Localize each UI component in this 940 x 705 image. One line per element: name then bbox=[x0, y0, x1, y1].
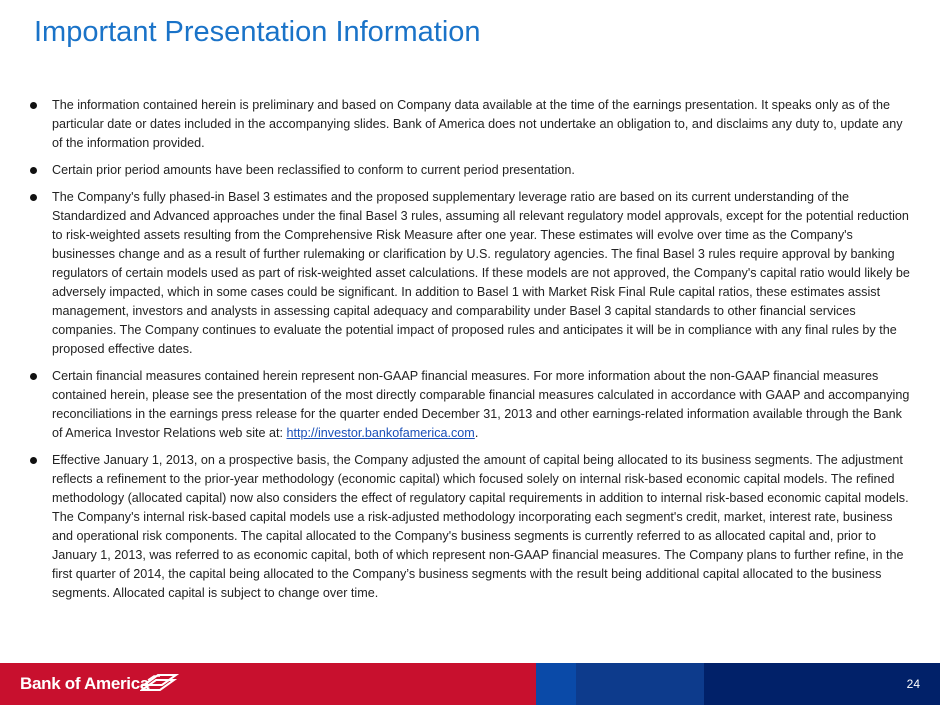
bullet-text: The information contained herein is preliminary and based on Company data available at the time of the earnings presentation. It speaks only as of the particular date or dates included in the accompanying slides. Bank of America does not undertake an obligation to, and disclaims any duty to, update any of the information provided. bbox=[52, 98, 903, 150]
bullet-icon bbox=[30, 194, 37, 201]
bullet-item bbox=[30, 451, 915, 603]
bullet-item bbox=[30, 367, 915, 443]
bank-of-america-logo: Bank of America bbox=[20, 674, 150, 693]
bullet-text: Certain prior period amounts have been reclassified to conform to current period presentation. bbox=[52, 163, 575, 177]
bullet-list bbox=[30, 96, 915, 611]
footer-stripe bbox=[536, 663, 576, 705]
bullet-icon bbox=[30, 457, 37, 464]
bullet-icon bbox=[30, 167, 37, 174]
bullet-text: Effective January 1, 2013, on a prospective basis, the Company adjusted the amount of capital being allocated to its business segments. The adjustment reflects a refinement to the prior-year methodology (economic capital) which focused solely on internal risk-based economic capital models. The refined methodology (allocated capital) now also considers the effect of regulatory capital requirements in addition to internal risk-based economic capital models. The Company's internal risk-based capital models use a risk-adjusted methodology incorporating each segment's credit, market, interest rate, business and operational risk components. The capital allocated to the Company's business segments is currently referred to as allocated capital and, prior to January 1, 2013, was referred to as economic capital, both of which represent non-GAAP financial measures. The Company plans to further refine, in the first quarter of 2014, the capital being allocated to the Company’s business segments with the result being additional capital allocated to the business segments. Allocated capital is subject to change over time. bbox=[52, 453, 909, 600]
footer-stripe bbox=[576, 663, 704, 705]
bullet-item bbox=[30, 188, 915, 359]
footer-bar bbox=[0, 663, 940, 705]
footer-stripe bbox=[704, 663, 940, 705]
bullet-text: The Company's fully phased-in Basel 3 estimates and the proposed supplementary leverage ratio are based on its current understanding of the Standardized and Advanced approaches under the final Basel 3 rules, assuming all relevant regulatory model approvals, except for the potential reduction to risk-weighted assets resulting from the Comprehensive Risk Measure after one year. These estimates will evolve over time as the Company's businesses change and as a result of further rulemaking or clarification by U.S. regulatory agencies. The final Basel 3 rules require approval by banking regulators of certain models used as part of risk-weighted asset calculations. If these models are not approved, the Company's capital ratio would likely be adversely impacted, which in some cases could be significant. In addition to Basel 1 with Market Risk Final Rule capital ratios, these estimates assist management, investors and analysts in assessing capital adequacy and comparability under Basel 3 capital standards to other financial services companies. The Company continues to evaluate the potential impact of proposed rules and anticipates it will be in compliance with any final rules by the proposed effective dates. bbox=[52, 190, 910, 356]
bullet-text: Certain financial measures contained herein represent non-GAAP financial measures. For more information about the non-GAAP financial measures contained herein, please see the presentation of the most directly comparable financial measures calculated in accordance with GAAP and accompanying reconciliations in the earnings press release for the quarter ended December 31, 2013 and other earnings-related information available through the Bank of America Investor Relations web site at: bbox=[52, 369, 910, 440]
bullet-item bbox=[30, 96, 915, 153]
bullet-item bbox=[30, 161, 915, 180]
flag-logo-icon bbox=[140, 671, 180, 693]
bullet-text-end: . bbox=[474, 426, 479, 440]
page-title: Important Presentation Information bbox=[34, 16, 481, 48]
page-number: 24 bbox=[906, 677, 920, 691]
bullet-icon bbox=[30, 373, 37, 380]
bullet-icon bbox=[30, 102, 37, 109]
investor-relations-link[interactable]: http://investor.bankofamerica.com bbox=[286, 426, 475, 440]
